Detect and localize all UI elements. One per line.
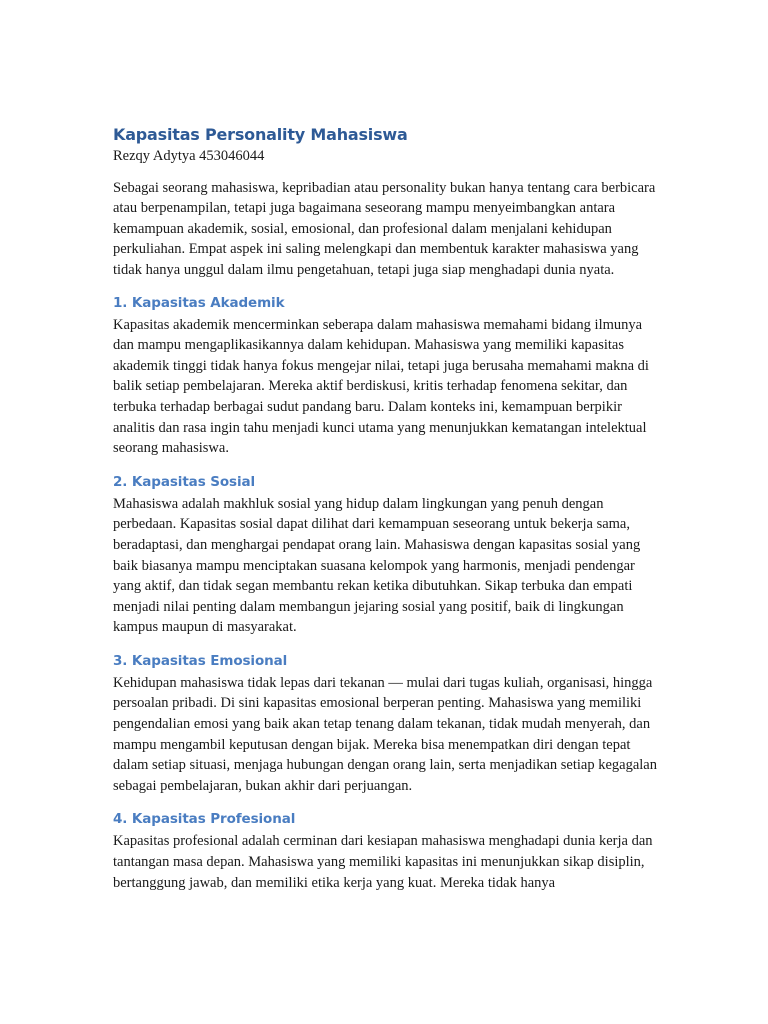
intro-paragraph: Sebagai seorang mahasiswa, kepribadian atau personality bukan hanya tentang cara berbicara atau berpenampilan, tetapi juga bagaimana seseorang mampu menyeimbangkan antara kemampuan akademik, sosial, emosional, dan profesional dalam menjalani kehidupan perkuliahan. Empat aspek ini saling melengkapi dan membentuk karakter mahasiswa yang tidak hanya unggul dalam ilmu pengetahuan, tetapi juga siap menghadapi dunia nyata. <box>113 179 656 278</box>
section-heading: 3. Kapasitas Emosional <box>113 652 288 669</box>
section-paragraph: Kehidupan mahasiswa tidak lepas dari tekanan — mulai dari tugas kuliah, organisasi, hingga persoalan pribadi. Di sini kapasitas emosional berperan penting. Mahasiswa yang memiliki pengendalian emosi yang baik akan tetap tenang dalam tekanan, tidak mudah menyerah, dan mampu mengambil keputusan dengan bijak. Mereka bisa menempatkan diri dengan tepat dalam setiap situasi, menjaga hubungan dengan orang lain, serta menjadikan setiap kegagalan sebagai pembelajaran, bukan akhir dari perjuangan. <box>113 674 657 794</box>
section-heading: 1. Kapasitas Akademik <box>113 294 285 311</box>
section-heading: 2. Kapasitas Sosial <box>113 473 256 490</box>
section-sosial <box>113 472 658 638</box>
author-line: Rezqy Adytya 453046044 <box>113 148 265 164</box>
section-emosional <box>113 651 658 797</box>
document-page <box>113 124 658 906</box>
section-profesional <box>113 809 658 893</box>
section-paragraph: Mahasiswa adalah makhluk sosial yang hidup dalam lingkungan yang penuh dengan perbedaan. Kapasitas sosial dapat dilihat dari kemampuan seseorang untuk bekerja sama, beradaptasi, dan menghargai pendapat orang lain. Mahasiswa dengan kapasitas sosial yang baik biasanya mampu menciptakan suasana kelompok yang harmonis, menjadi pendengar yang aktif, dan tidak segan membantu rekan ketika dibutuhkan. Sikap terbuka dan empati menjadi nilai penting dalam membangun jejaring sosial yang positif, baik di lingkungan kampus maupun di masyarakat. <box>113 495 641 636</box>
section-akademik <box>113 293 658 459</box>
section-heading: 4. Kapasitas Profesional <box>113 811 296 828</box>
document-title: Kapasitas Personality Mahasiswa <box>113 125 408 144</box>
section-paragraph: Kapasitas profesional adalah cerminan dari kesiapan mahasiswa menghadapi dunia kerja dan tantangan masa depan. Mahasiswa yang memiliki kapasitas ini menunjukkan sikap disiplin, bertanggung jawab, dan memiliki etika kerja yang kuat. Mereka tidak hanya <box>113 833 653 891</box>
section-paragraph: Kapasitas akademik mencerminkan seberapa dalam mahasiswa memahami bidang ilmunya dan mampu mengaplikasikannya dalam kehidupan. Mahasiswa yang memiliki kapasitas akademik tinggi tidak hanya fokus mengejar nilai, tetapi juga berusaha memahami makna di balik setiap pembelajaran. Mereka aktif berdiskusi, kritis terhadap fenomena sekitar, dan terbuka terhadap berbagai sudut pandang baru. Dalam konteks ini, kemampuan berpikir analitis dan rasa ingin tahu menjadi kunci utama yang menunjukkan kematangan intelektual seorang mahasiswa. <box>113 316 649 457</box>
